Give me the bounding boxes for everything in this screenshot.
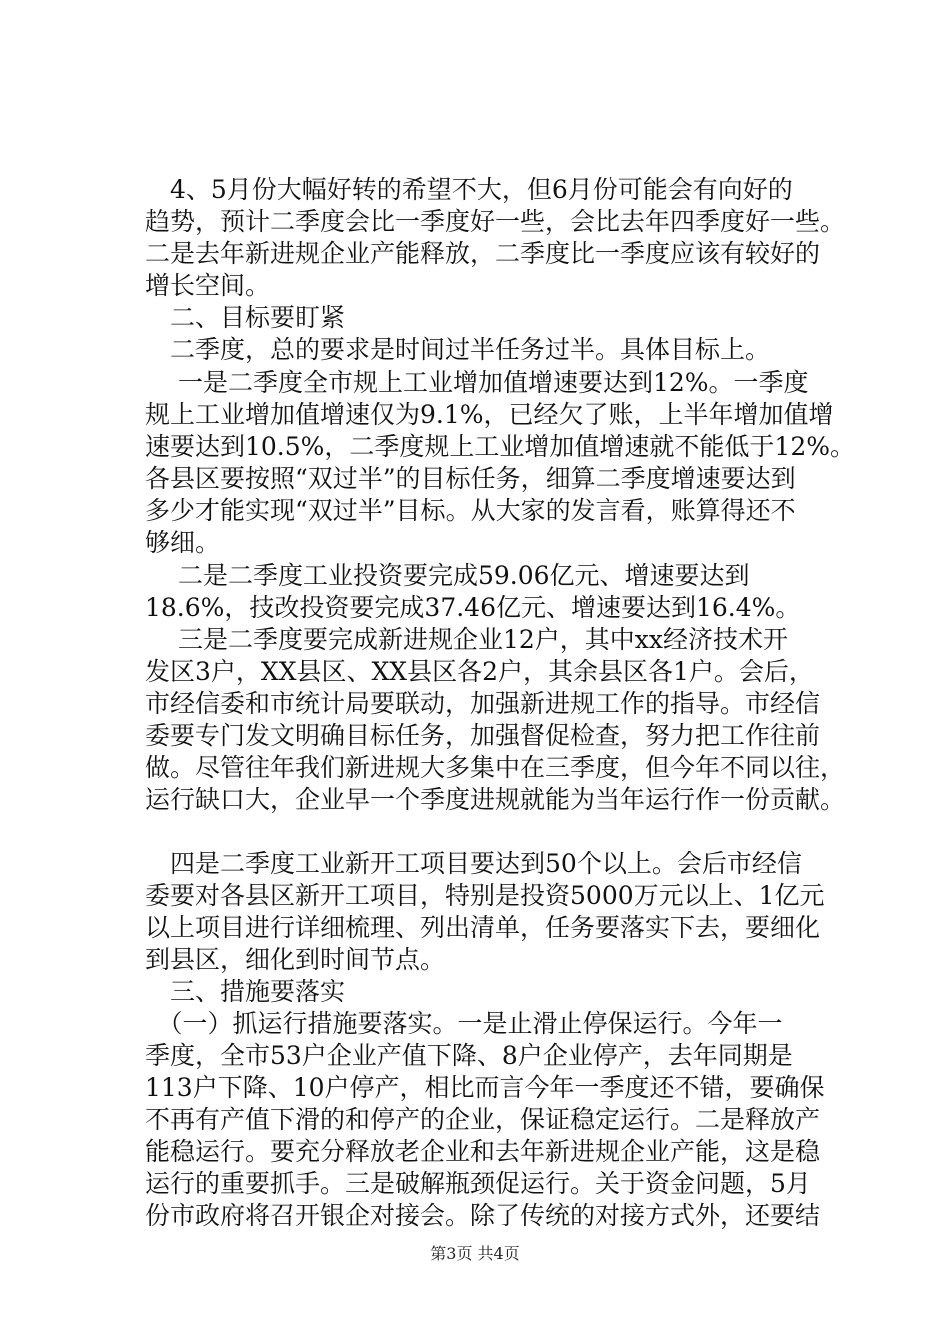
text-line: 趋势，预计二季度会比一季度好一些，会比去年四季度好一些。 — [145, 207, 846, 236]
page-footer: 第3页 共4页 — [430, 1244, 520, 1263]
text-line: 不再有产值下滑的和停产的企业，保证稳定运行。二是释放产 — [145, 1105, 821, 1134]
text-line: 够细。 — [145, 528, 221, 557]
text-line: 速要达到10.5%，二季度规上工业增加值增速就不能低于12%。 — [145, 432, 855, 461]
text-line: 规上工业增加值增速仅为9.1%，已经欠了账，上半年增加值增 — [145, 400, 834, 429]
text-line: 到县区，细化到时间节点。 — [145, 945, 446, 974]
text-line: 增长空间。 — [145, 271, 271, 300]
text-line: 三是二季度要完成新进规企业12户，其中xx经济技术开 — [145, 625, 788, 654]
text-line: 运行缺口大，企业早一个季度进规就能为当年运行作一份贡献。 — [145, 785, 846, 814]
text-line: 二是去年新进规企业产能释放，二季度比一季度应该有较好的 — [145, 239, 821, 268]
text-line: 113户下降、10户停产，相比而言今年一季度还不错，要确保 — [145, 1073, 825, 1102]
text-line: 三、措施要落实 — [145, 977, 346, 1006]
text-line: 二季度，总的要求是时间过半任务过半。具体目标上。 — [145, 335, 771, 364]
text-line: 一是二季度全市规上工业增加值增速要达到12%。一季度 — [145, 368, 809, 397]
text-line: 能稳运行。要充分释放老企业和去年新进规企业产能，这是稳 — [145, 1137, 821, 1166]
text-line: 以上项目进行详细梳理、列出清单，任务要落实下去，要细化 — [145, 913, 821, 942]
text-line: 各县区要按照“双过半”的目标任务，细算二季度增速要达到 — [145, 464, 796, 493]
text-line: 18.6%，技改投资要完成37.46亿元、增速要达到16.4%。 — [145, 593, 801, 622]
text-line: 市经信委和市统计局要联动，加强新进规工作的指导。市经信 — [145, 689, 821, 718]
text-line: 委要对各县区新开工项目，特别是投资5000万元以上、1亿元 — [145, 881, 825, 910]
text-line: 4、5月份大幅好转的希望不大，但6月份可能会有向好的 — [145, 175, 793, 204]
text-line: 季度，全市53户企业产值下降、8户企业停产，去年同期是 — [145, 1041, 793, 1070]
text-line: 发区3户，XX县区、XX县区各2户，其余县区各1户。会后， — [145, 657, 814, 686]
text-line: 二是二季度工业投资要完成59.06亿元、增速要达到 — [145, 561, 750, 590]
text-line: 份市政府将召开银企对接会。除了传统的对接方式外，还要结 — [145, 1201, 821, 1230]
text-line: （一）抓运行措施要落实。一是止滑止停保运行。今年一 — [145, 1009, 783, 1038]
text-line: 做。尽管往年我们新进规大多集中在三季度，但今年不同以往， — [145, 753, 846, 782]
text-line: 四是二季度工业新开工项目要达到50个以上。会后市经信 — [145, 849, 802, 878]
text-line: 委要专门发文明确目标任务，加强督促检查，努力把工作往前 — [145, 721, 821, 750]
text-line: 二、目标要盯紧 — [145, 303, 346, 332]
text-line: 运行的重要抓手。三是破解瓶颈促运行。关于资金问题，5月 — [145, 1169, 811, 1198]
text-line: 多少才能实现“双过半”目标。从大家的发言看，账算得还不 — [145, 496, 796, 525]
